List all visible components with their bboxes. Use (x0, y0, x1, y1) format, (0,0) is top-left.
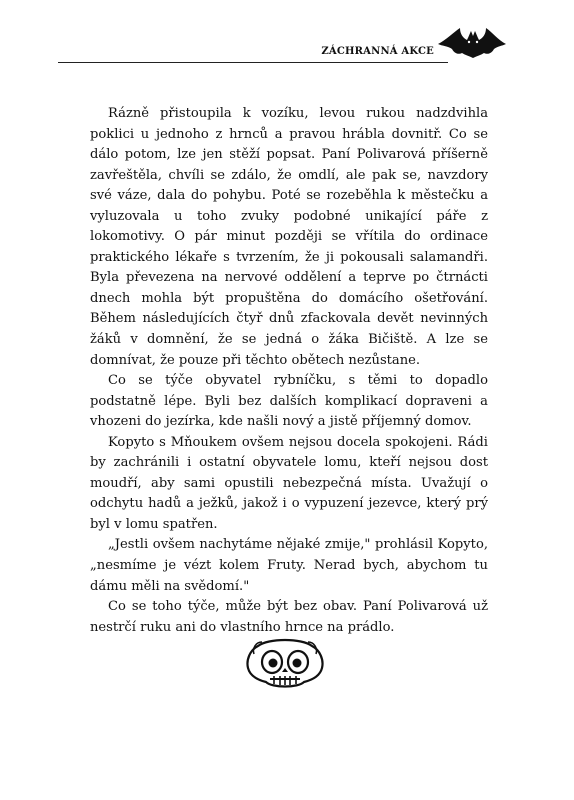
paragraph-3: Kopyto s Mňoukem ovšem nejsou docela spokojeni. Rádi by zachránili i ostatní obyvatele lomu, kteří nejsou dost moudří, aby sami opustili nebezpečná místa. Uvažují o odchytu hadů a ježků, jakož i o vypuzení jezevce, který prý byl v lomu spatřen. (90, 434, 488, 532)
paragraph-5: Co se toho týče, může být bez obav. Paní Polivarová už nestrčí ruku ani do vlastního hrnce na prádlo. (90, 599, 488, 635)
page-header (58, 18, 508, 68)
paragraph-4: „Jestli ovšem nachytáme nějaké zmije," prohlásil Kopyto, „nesmíme je vézt kolem Fruty. Nerad bych, abychom tu dámu měli na svědomí." (90, 537, 488, 594)
skull-icon (240, 632, 330, 692)
header-rule (58, 62, 448, 63)
running-head-title: ZÁCHRANNÁ AKCE (321, 46, 434, 57)
paragraph-1: Rázně přistoupila k vozíku, levou rukou nadzdvihla poklici u jednoho z hrnců a pravou hrábla dovnitř. Co se dálo potom, lze jen stěží popsat. Paní Polivarová příšerně zavřeštěla, chvíli se zdálo, že omdlí, ale pak se, navzdory své váze, dala do pohybu. Poté se rozeběhla k městečku a vyluzovala u toho zvuky podobné unikající páře z lokomotivy. O pár minut později se vřítila do ordinace praktického lékaře s tvrzením, že ji pokousali salamandři. Byla převezena na nervové oddělení a teprve po čtrnácti dnech mohla být propuštěna do domácího ošetřování. Během následujících čtyř dnů zfackovala devět nevinných žáků v domnění, že se jedná o žáka Bičiště. A lze se domnívat, že pouze při těchto obětech nezůstane. (90, 106, 488, 368)
paragraph-2: Co se týče obyvatel rybníčku, s těmi to dopadlo podstatně lépe. Byli bez dalších komplikací dopraveni a vhozeni do jezírka, kde našli nový a jistě příjemný domov. (90, 373, 488, 430)
bat-icon (436, 20, 508, 66)
page-body (90, 104, 488, 638)
